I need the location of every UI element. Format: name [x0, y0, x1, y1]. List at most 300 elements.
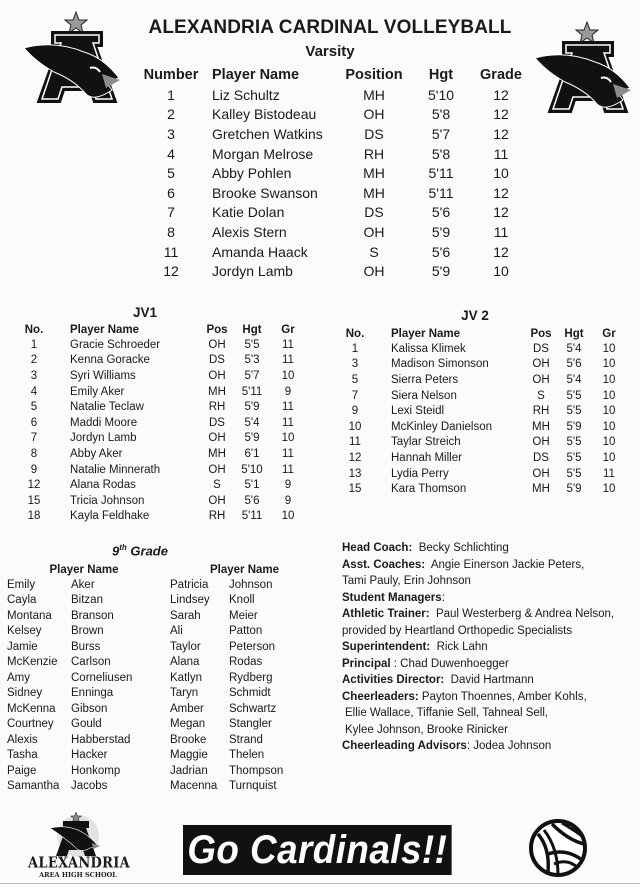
- athletic-trainer-line: [342, 606, 637, 623]
- list-item: [7, 748, 161, 764]
- list-item: [7, 670, 161, 686]
- activities-director-line: [342, 672, 637, 689]
- ninth-grade-table-left: [7, 562, 161, 794]
- player-number: 12: [163, 263, 179, 280]
- last-name: Peterson: [229, 640, 276, 653]
- superintendent-line: [342, 639, 637, 656]
- last-name: Hacker: [71, 749, 108, 762]
- player-height: 5'9: [566, 420, 582, 433]
- head-coach-value: Becky Schlichting: [418, 542, 509, 554]
- activities-director-value: David Hartmann: [450, 674, 534, 686]
- first-name: Taryn: [170, 687, 199, 700]
- player-grade: 10: [281, 432, 295, 445]
- player-number: 8: [167, 223, 175, 240]
- first-name: Katlyn: [170, 671, 202, 684]
- first-name: Alexis: [7, 733, 38, 746]
- player-position: OH: [208, 338, 226, 351]
- jv1-roster-table: [20, 322, 304, 524]
- cheerleaders-continued: Kylee Johnson, Brooke Rinicker: [345, 723, 508, 736]
- ninth-grade-left-rows: [7, 577, 161, 794]
- player-grade: 9: [284, 494, 292, 507]
- player-grade: 11: [493, 223, 509, 240]
- player-position: S: [213, 479, 221, 492]
- player-height: 5'5: [566, 389, 582, 402]
- superintendent-label: Superintendent:: [342, 641, 431, 653]
- column-header-grade: Grade: [480, 67, 522, 83]
- player-number: 1: [167, 86, 175, 103]
- jv2-heading: JV 2: [461, 308, 489, 323]
- player-number: 10: [348, 420, 362, 433]
- principal-line: [342, 656, 637, 673]
- table-header-row: [138, 65, 526, 85]
- player-position: DS: [209, 416, 225, 429]
- player-position: OH: [208, 494, 226, 507]
- player-position: OH: [363, 106, 385, 123]
- player-name: Brooke Swanson: [212, 184, 318, 201]
- player-height: 5'10: [427, 86, 455, 103]
- player-name: Jordyn Lamb: [212, 263, 293, 280]
- column-header-grade: Gr: [281, 323, 295, 336]
- player-height: 5'8: [431, 145, 451, 162]
- first-name: Amy: [7, 671, 30, 684]
- player-name: Abby Aker: [70, 447, 123, 460]
- athletic-trainer-label: Athletic Trainer:: [342, 608, 430, 620]
- varsity-rows: [138, 85, 526, 281]
- first-name: Montana: [7, 609, 52, 622]
- first-name: Amber: [170, 702, 204, 715]
- player-position: OH: [208, 432, 226, 445]
- player-grade: 10: [602, 358, 616, 371]
- first-name: McKenna: [7, 702, 56, 715]
- player-height: 5'7: [431, 125, 451, 142]
- player-height: 5'5: [566, 436, 582, 449]
- table-row: [20, 462, 304, 478]
- player-number: 1: [351, 342, 359, 355]
- player-number: 11: [349, 436, 361, 449]
- player-grade: 12: [493, 106, 509, 123]
- first-name: Sarah: [170, 609, 201, 622]
- list-item: [170, 779, 319, 795]
- first-name: Kelsey: [7, 625, 42, 638]
- player-grade: 10: [493, 263, 509, 280]
- player-grade: 11: [282, 338, 294, 351]
- column-header-height: Hgt: [564, 327, 584, 340]
- last-name: Aker: [71, 578, 95, 591]
- player-grade: 10: [602, 436, 616, 449]
- last-name: Thompson: [229, 764, 284, 777]
- player-height: 5'9: [566, 483, 582, 496]
- player-height: 5'6: [566, 358, 582, 371]
- list-item: [170, 577, 319, 593]
- head-coach-line: [342, 540, 637, 557]
- player-grade: 10: [602, 389, 616, 402]
- player-grade: 12: [493, 184, 509, 201]
- player-grade: 11: [282, 401, 294, 414]
- last-name: Brown: [71, 625, 104, 638]
- player-grade: 10: [602, 373, 616, 386]
- player-position: MH: [208, 447, 226, 460]
- first-name: Emily: [7, 578, 36, 591]
- player-position: RH: [532, 405, 550, 418]
- player-height: 5'4: [566, 342, 582, 355]
- last-name: Enninga: [71, 687, 114, 700]
- last-name: Gibson: [71, 702, 108, 715]
- last-name: Meier: [229, 609, 258, 622]
- ninth-grade-heading: [40, 543, 240, 558]
- player-number: 7: [351, 389, 359, 402]
- activities-director-label: Activities Director:: [342, 674, 445, 686]
- ninth-grade-table-right: [170, 562, 319, 794]
- cheerleaders-label: Cheerleaders:: [342, 690, 419, 703]
- column-header-number: No.: [24, 323, 44, 336]
- list-item: [170, 686, 319, 702]
- table-row: [20, 368, 304, 384]
- list-item: [7, 763, 161, 779]
- player-number: 7: [30, 432, 38, 445]
- player-grade: 9: [284, 385, 292, 398]
- table-row: [20, 399, 304, 415]
- school-logo: [28, 810, 128, 880]
- player-height: 5'9: [431, 263, 451, 280]
- superintendent-value: Rick Lahn: [436, 641, 488, 653]
- first-name: Courtney: [7, 718, 54, 731]
- last-name: Rodas: [229, 656, 263, 669]
- column-header-player-name: Player Name: [212, 67, 300, 83]
- player-grade: 9: [284, 479, 292, 492]
- player-grade: 10: [493, 165, 509, 182]
- list-item: [7, 717, 161, 733]
- table-row: [138, 144, 526, 164]
- player-name: Kalley Bistodeau: [212, 106, 317, 123]
- list-item: [170, 748, 319, 764]
- player-position: DS: [533, 451, 549, 464]
- last-name: Strand: [229, 733, 263, 746]
- player-position: MH: [363, 86, 385, 103]
- player-grade: 12: [493, 243, 509, 260]
- player-position: S: [537, 389, 545, 402]
- table-row: [343, 388, 627, 404]
- player-grade: 10: [281, 510, 295, 523]
- player-name: Lexi Steidl: [391, 405, 445, 418]
- player-grade: 11: [282, 463, 294, 476]
- last-name: Burss: [71, 640, 101, 653]
- player-name: Lydia Perry: [391, 467, 449, 480]
- student-managers-line: [342, 590, 637, 607]
- varsity-heading: Varsity: [305, 43, 355, 60]
- last-name: Schwartz: [229, 702, 277, 715]
- table-row: [343, 435, 627, 451]
- player-height: 5'3: [244, 354, 260, 367]
- player-name: Kenna Goracke: [70, 354, 150, 367]
- list-item: [7, 639, 161, 655]
- column-header-height: Hgt: [242, 323, 262, 336]
- first-name: Samantha: [7, 780, 60, 793]
- player-height: 6'1: [244, 447, 260, 460]
- first-name: Lindsey: [170, 594, 210, 607]
- player-height: 5'9: [431, 223, 451, 240]
- list-item: [170, 701, 319, 717]
- first-name: Taylor: [170, 640, 201, 653]
- player-height: 5'5: [244, 338, 260, 351]
- cardinal-a-logo-icon: [535, 20, 635, 120]
- last-name: Knoll: [229, 594, 255, 607]
- player-position: OH: [208, 463, 226, 476]
- player-number: 15: [27, 494, 41, 507]
- first-name: Brooke: [170, 733, 207, 746]
- player-position: OH: [532, 436, 550, 449]
- volleyball-icon: [528, 818, 588, 878]
- player-position: MH: [363, 165, 385, 182]
- list-item: [7, 624, 161, 640]
- player-number: 9: [351, 405, 359, 418]
- table-row: [20, 509, 304, 525]
- player-grade: 12: [493, 86, 509, 103]
- player-grade: 10: [602, 420, 616, 433]
- table-row: [343, 466, 627, 482]
- table-row: [343, 341, 627, 357]
- player-grade: 10: [602, 451, 616, 464]
- player-number: 3: [167, 125, 175, 142]
- ninth-grade-right-rows: [170, 577, 319, 794]
- player-name: Jordyn Lamb: [70, 432, 137, 445]
- cheerleaders-continued: Ellie Wallace, Tiffanie Sell, Tahneal Sell,: [345, 707, 549, 719]
- player-height: 5'6: [431, 243, 451, 260]
- asst-coaches-label: Asst. Coaches:: [342, 558, 426, 571]
- player-name: Morgan Melrose: [212, 145, 314, 162]
- player-name: Kayla Feldhake: [70, 510, 150, 523]
- first-name: Jadrian: [170, 764, 208, 777]
- last-name: Habberstad: [71, 733, 131, 746]
- column-header-position: Position: [345, 67, 403, 83]
- list-item: [7, 732, 161, 748]
- player-position: OH: [532, 358, 550, 371]
- table-row: [138, 124, 526, 144]
- player-number: 15: [348, 483, 362, 496]
- player-name: Gracie Schroeder: [70, 338, 161, 351]
- list-item: [7, 779, 161, 795]
- player-height: 5'5: [566, 405, 582, 418]
- player-grade: 11: [493, 145, 509, 162]
- school-subtitle: AREA HIGH SCHOOL: [39, 871, 117, 879]
- table-row: [138, 85, 526, 105]
- bottom-divider: [0, 883, 640, 884]
- cheerleaders-value: Payton Thoennes, Amber Kohls,: [421, 690, 587, 703]
- player-position: DS: [533, 342, 549, 355]
- last-name: Turnquist: [229, 780, 277, 793]
- player-name: Abby Pohlen: [212, 165, 292, 182]
- last-name: Bitzan: [71, 594, 103, 607]
- player-position: RH: [363, 145, 385, 162]
- asst-coaches-value: Angie Einerson Jackie Peters,: [430, 558, 585, 571]
- last-name: Stangler: [229, 718, 272, 731]
- column-header-grade: Gr: [602, 327, 616, 340]
- player-number: 5: [167, 165, 175, 182]
- player-name: Katie Dolan: [212, 204, 285, 221]
- first-name: Patricia: [170, 578, 209, 591]
- table-row: [20, 353, 304, 369]
- player-grade: 10: [602, 483, 616, 496]
- asst-coaches-continued: Tami Pauly, Erin Johnson: [342, 575, 471, 587]
- player-position: MH: [208, 385, 226, 398]
- player-height: 5'11: [428, 165, 454, 182]
- player-grade: 11: [603, 467, 615, 480]
- principal-label: Principal: [342, 657, 391, 670]
- heading-ordinal: th: [119, 543, 127, 552]
- player-number: 12: [27, 479, 41, 492]
- player-position: DS: [209, 354, 225, 367]
- player-position: RH: [208, 401, 226, 414]
- table-row: [343, 450, 627, 466]
- player-number: 6: [167, 184, 175, 201]
- player-position: DS: [364, 125, 384, 142]
- varsity-roster-table: [138, 65, 526, 281]
- first-name: Jamie: [7, 640, 38, 653]
- player-position: S: [369, 243, 379, 260]
- list-item: [7, 593, 161, 609]
- principal-value: : Chad Duwenhoegger: [390, 657, 509, 670]
- player-position: OH: [532, 373, 550, 386]
- table-row: [138, 183, 526, 203]
- table-row: [138, 203, 526, 223]
- player-height: 5'7: [244, 369, 260, 382]
- last-name: Corneliusen: [71, 671, 133, 684]
- player-grade: 11: [282, 416, 294, 429]
- first-name: Ali: [170, 625, 183, 638]
- player-position: OH: [532, 467, 550, 480]
- athletic-trainer-value: Paul Westerberg & Andrea Nelson,: [435, 608, 615, 620]
- player-position: OH: [363, 223, 385, 240]
- cheer-advisors-line: [342, 738, 637, 755]
- player-position: OH: [208, 369, 226, 382]
- player-number: 5: [30, 401, 38, 414]
- player-number: 9: [30, 463, 38, 476]
- player-height: 5'4: [566, 373, 582, 386]
- player-height: 5'6: [431, 204, 451, 221]
- list-item: [170, 670, 319, 686]
- list-item: [7, 701, 161, 717]
- cheer-advisors-label: Cheerleading Advisors: [342, 740, 467, 752]
- player-name: Taylar Streich: [391, 436, 461, 449]
- player-height: 5'10: [241, 463, 263, 476]
- player-height: 5'9: [244, 401, 260, 414]
- last-name: Branson: [71, 609, 114, 622]
- player-height: 5'11: [428, 184, 454, 201]
- jv1-heading: JV1: [132, 305, 158, 320]
- column-header-player-name: Player Name: [391, 327, 461, 340]
- player-name: Hannah Miller: [391, 451, 462, 464]
- table-row: [343, 357, 627, 373]
- player-name: Natalie Minnerath: [70, 463, 161, 476]
- player-name: Gretchen Watkins: [212, 125, 323, 142]
- first-name: Alana: [170, 656, 200, 669]
- table-row: [138, 163, 526, 183]
- list-item: [7, 655, 161, 671]
- player-height: 5'6: [244, 494, 260, 507]
- last-name: Gould: [71, 718, 102, 731]
- heading-number: 9: [112, 543, 120, 559]
- list-item: [170, 639, 319, 655]
- player-name: Natalie Teclaw: [70, 401, 144, 414]
- player-number: 13: [348, 467, 362, 480]
- list-item: [170, 624, 319, 640]
- first-name: Paige: [7, 764, 37, 777]
- table-row: [343, 419, 627, 435]
- list-item: [7, 577, 161, 593]
- table-row: [343, 481, 627, 497]
- player-name: Madison Simonson: [391, 358, 489, 371]
- player-number: 12: [348, 451, 362, 464]
- table-header-row: [20, 322, 304, 337]
- player-grade: 12: [493, 125, 509, 142]
- table-row: [20, 493, 304, 509]
- school-name: ALEXANDRIA: [28, 854, 130, 873]
- page-title: ALEXANDRIA CARDINAL VOLLEYBALL: [148, 17, 512, 38]
- table-row: [138, 105, 526, 125]
- player-height: 5'11: [241, 385, 263, 398]
- player-grade: 11: [282, 354, 294, 367]
- column-header-position: Pos: [206, 323, 228, 336]
- table-row: [138, 242, 526, 262]
- list-item: [170, 717, 319, 733]
- player-position: OH: [363, 263, 385, 280]
- player-grade: 11: [282, 447, 294, 460]
- column-header-player-name: Player Name: [70, 323, 140, 336]
- jv2-roster-table: [343, 326, 627, 497]
- player-position: DS: [364, 204, 384, 221]
- last-name: Jacobs: [71, 780, 108, 793]
- player-position: MH: [363, 184, 385, 201]
- player-number: 6: [30, 416, 38, 429]
- first-name: Cayla: [7, 594, 37, 607]
- table-row: [20, 446, 304, 462]
- player-name: Syri Williams: [70, 369, 136, 382]
- table-header-row: [343, 326, 627, 341]
- athletic-trainer-continued: provided by Heartland Orthopedic Specialists: [342, 624, 573, 637]
- player-number: 4: [167, 145, 175, 162]
- player-number: 11: [163, 243, 179, 260]
- jv2-rows: [343, 341, 627, 497]
- player-number: 3: [30, 369, 38, 382]
- player-name: Alexis Stern: [212, 223, 287, 240]
- first-name: Tasha: [7, 749, 38, 762]
- player-name: Liz Schultz: [212, 86, 280, 103]
- table-header-row: [7, 562, 161, 577]
- staff-list: [342, 540, 637, 755]
- table-row: [20, 415, 304, 431]
- last-name: Johnson: [229, 578, 273, 591]
- last-name: Patton: [229, 625, 263, 638]
- player-grade: 10: [281, 369, 295, 382]
- player-name: McKinley Danielson: [391, 420, 492, 433]
- player-height: 5'1: [244, 479, 260, 492]
- last-name: Rydberg: [229, 671, 273, 684]
- first-name: Sidney: [7, 687, 43, 700]
- player-name: Amanda Haack: [212, 243, 308, 260]
- column-header-height: Hgt: [428, 67, 454, 83]
- player-number: 1: [30, 338, 38, 351]
- player-height: 5'4: [244, 416, 260, 429]
- player-name: Sierra Peters: [391, 373, 459, 386]
- table-row: [343, 403, 627, 419]
- go-cardinals-banner: Go Cardinals!!: [183, 825, 452, 875]
- player-number: 4: [30, 385, 38, 398]
- list-item: [170, 732, 319, 748]
- head-coach-label: Head Coach:: [342, 542, 413, 554]
- table-row: [138, 261, 526, 281]
- first-name: Megan: [170, 718, 206, 731]
- list-item: [170, 763, 319, 779]
- last-name: Carlson: [71, 656, 111, 669]
